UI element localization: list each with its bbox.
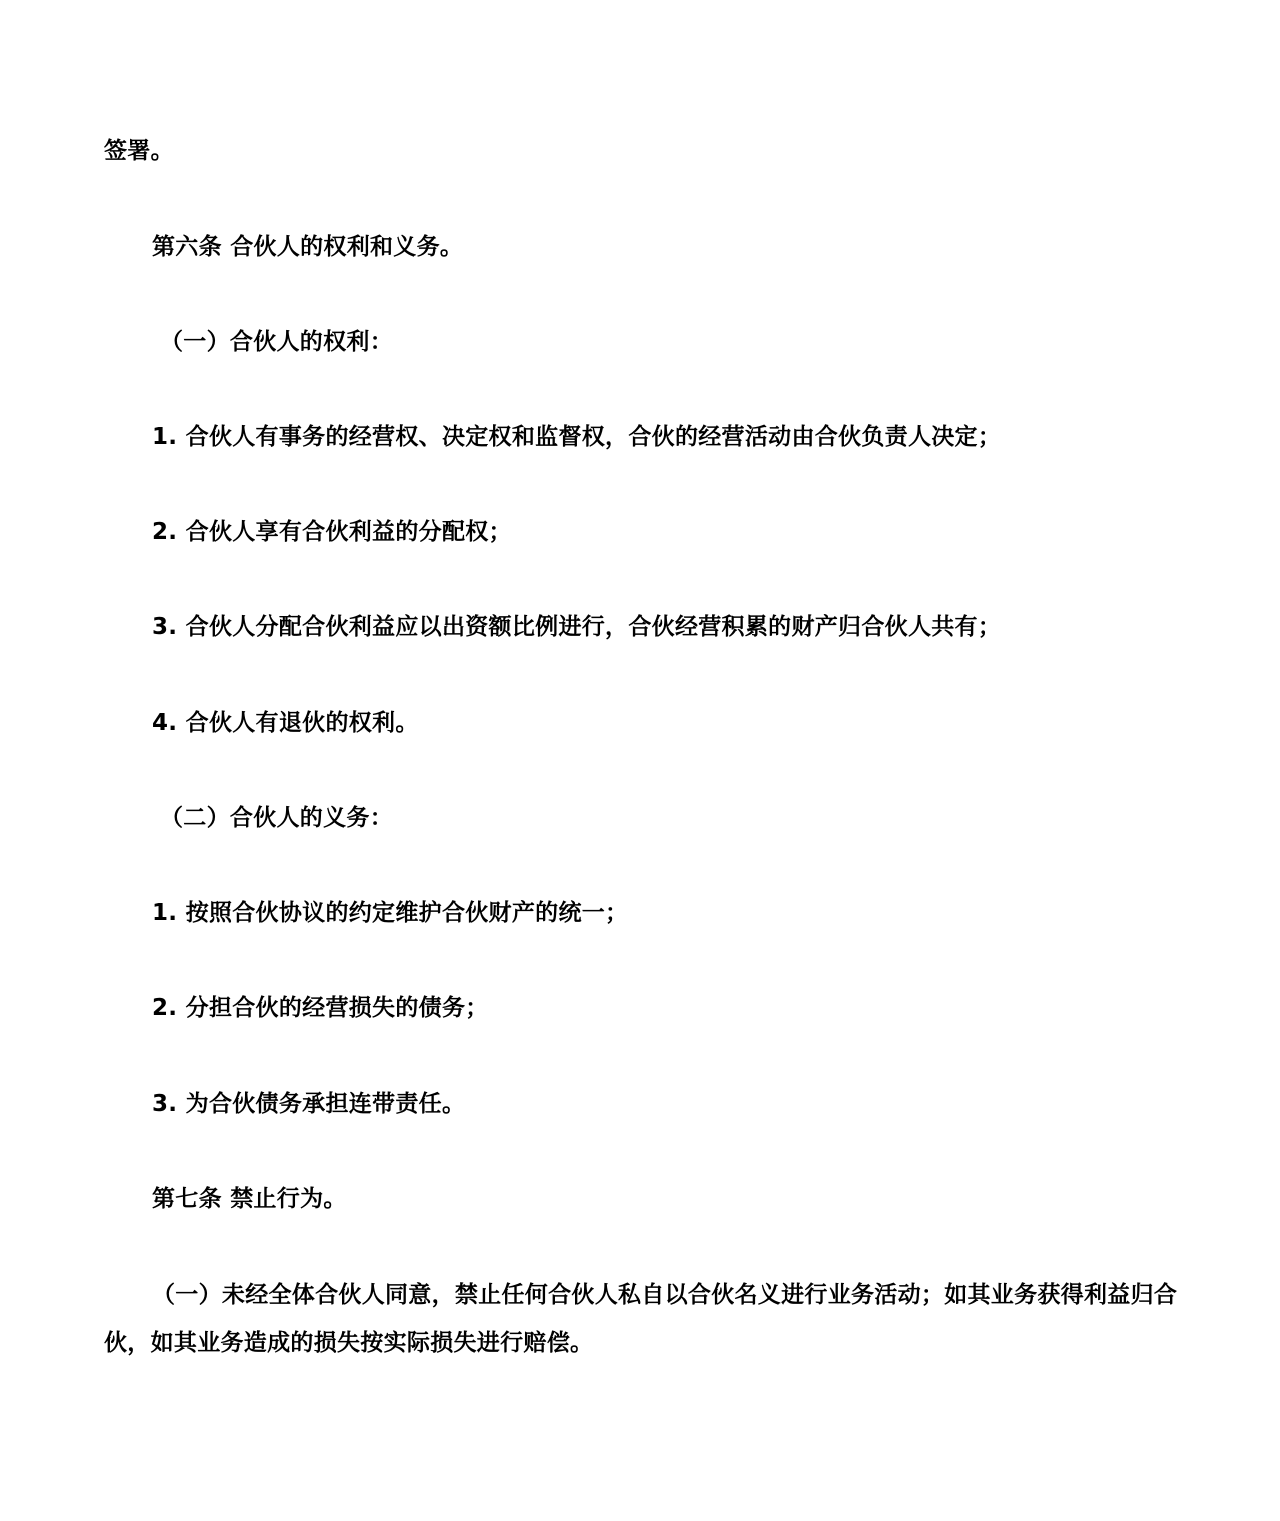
obligations-item-3: 3. 为合伙债务承担连带责任。 [152, 1091, 466, 1117]
rights-item-1: 1. 合伙人有事务的经营权、决定权和监督权，合伙的经营活动由合伙负责人决定； [152, 424, 1002, 450]
rights-item-4: 4. 合伙人有退伙的权利。 [152, 710, 419, 736]
obligations-item-1: 1. 按照合伙协议的约定维护合伙财产的统一； [152, 900, 629, 926]
section-rights-heading: （一）合伙人的权利： [160, 329, 393, 355]
rights-item-3: 3. 合伙人分配合伙利益应以出资额比例进行，合伙经营积累的财产归合伙人共有； [152, 614, 1002, 640]
article-7-heading: 第七条 禁止行为。 [152, 1186, 347, 1212]
rights-item-2: 2. 合伙人享有合伙利益的分配权； [152, 519, 512, 545]
article-6-heading: 第六条 合伙人的权利和义务。 [152, 234, 464, 260]
prohibition-item-1: （一）未经全体合伙人同意，禁止任何合伙人私自以合伙名义进行业务活动；如其业务获得利益归合伙，如其业务造成的损失按实际损失进行赔偿。 [104, 1282, 1178, 1356]
section-obligations-heading: （二）合伙人的义务： [160, 805, 393, 831]
obligations-item-2: 2. 分担合伙的经营损失的债务； [152, 995, 489, 1021]
text-continuation: 签署。 [104, 138, 174, 164]
